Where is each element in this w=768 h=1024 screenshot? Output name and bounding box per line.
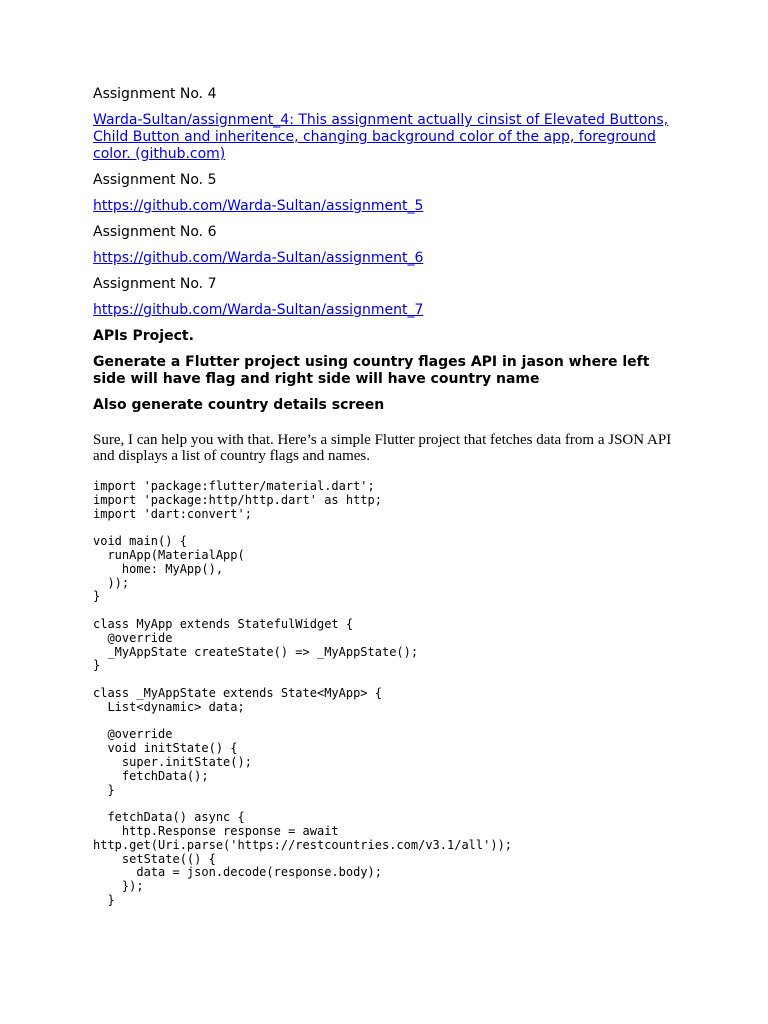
answer-intro: Sure, I can help you with that. Here’s a simple Flutter project that fetches data from a JSON API and displays a list of country flags and names.: [93, 432, 672, 464]
assignment-6-heading: Assignment No. 6: [93, 224, 217, 240]
assignment-4-link[interactable]: Warda-Sultan/assignment_4: This assignment actually cinsist of Elevated Buttons, Child Button and inheritence, changing background color of the app, foreground color. (github.com): [93, 112, 669, 162]
assignment-4-paragraph: [93, 112, 683, 163]
assignment-7-paragraph: [93, 302, 683, 319]
apis-project-heading: APIs Project.: [93, 328, 194, 344]
code-block: import 'package:flutter/material.dart'; import 'package:http/http.dart' as http; import 'dart:convert'; void main() { runApp(MaterialApp( home: MyApp(), )); } class MyApp extends StatefulWidget { @override _MyAppState createState() => _MyAppState(); } class _MyAppState extends State<MyApp> { List<dynamic> data; @override void initState() { super.initState(); fetchData(); } fetchData() async { http.Response response = await http.get(Uri.parse('https://restcountries.com/v3.1/all')); setState(() { data = json.decode(response.body); }); }: [93, 479, 513, 907]
assignment-6-link[interactable]: https://github.com/Warda-Sultan/assignment_6: [93, 250, 424, 266]
prompt-country-details: Also generate country details screen: [93, 397, 385, 413]
assignment-6-paragraph: [93, 250, 683, 267]
assignment-5-heading: Assignment No. 5: [93, 172, 217, 188]
prompt-flutter-project: Generate a Flutter project using country flages API in jason where left side will have flag and right side will have country name: [93, 354, 650, 387]
assignment-4-heading: Assignment No. 4: [93, 86, 217, 102]
assignment-5-paragraph: [93, 198, 683, 215]
assignment-7-heading: Assignment No. 7: [93, 276, 217, 292]
document-page: [93, 86, 683, 908]
assignment-7-link[interactable]: https://github.com/Warda-Sultan/assignment_7: [93, 302, 424, 318]
assignment-5-link[interactable]: https://github.com/Warda-Sultan/assignment_5: [93, 198, 424, 214]
